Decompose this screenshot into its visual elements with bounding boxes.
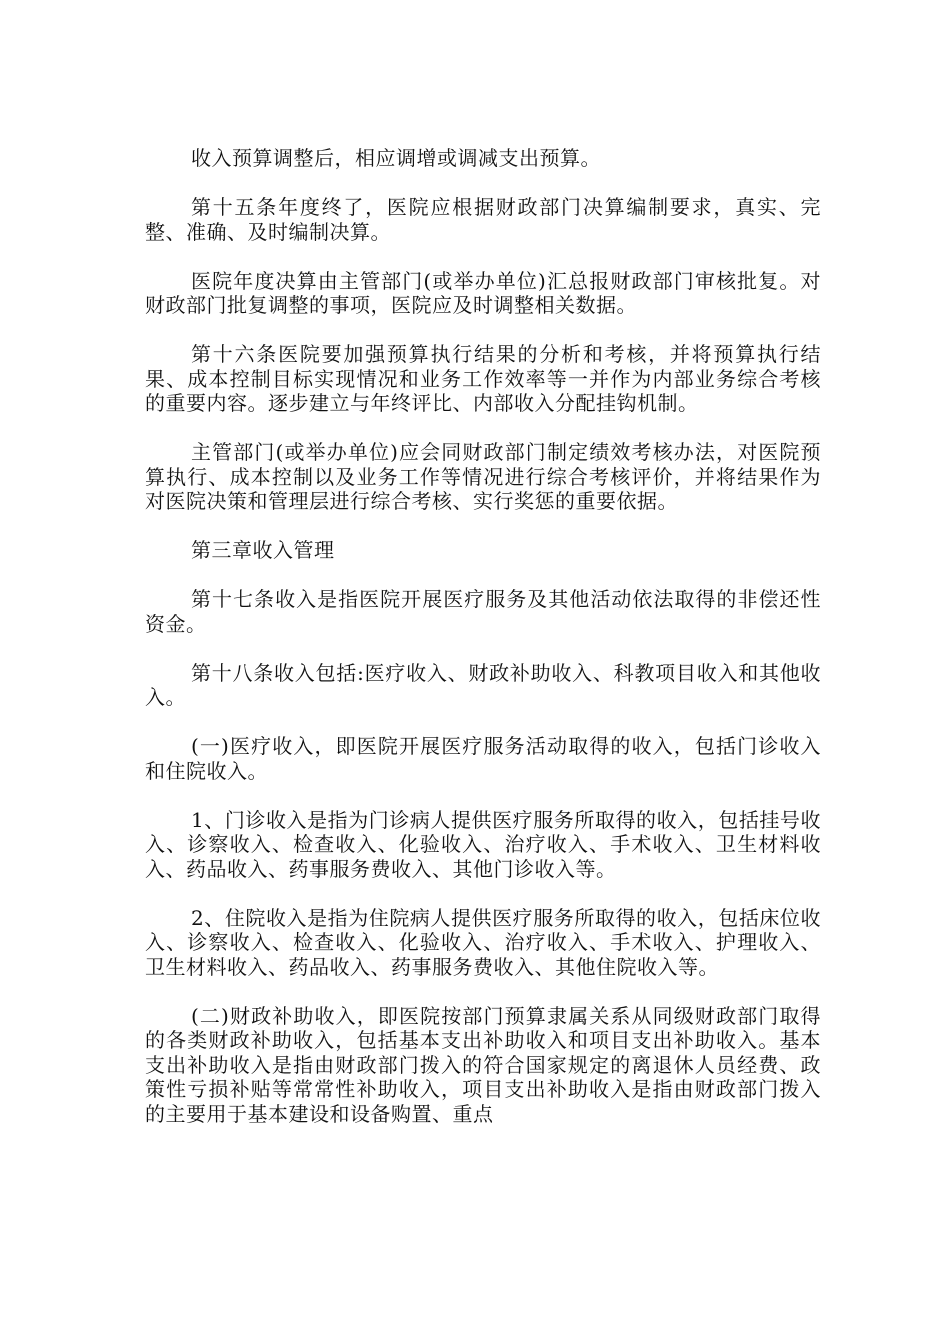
- paragraph-article-16: 第十六条医院要加强预算执行结果的分析和考核，并将预算执行结果、成本控制目标实现情况和业务工作效率等一并作为内部业务综合考核的重要内容。逐步建立与年终评比、内部收入分配挂钩机制。: [145, 342, 821, 415]
- paragraph-annual-final-accounts: 医院年度决算由主管部门(或举办单位)汇总报财政部门审核批复。对财政部门批复调整的事项，医院应及时调整相关数据。: [145, 268, 821, 317]
- paragraph-article-17: 第十七条收入是指医院开展医疗服务及其他活动依法取得的非偿还性资金。: [145, 587, 821, 636]
- paragraph-performance-assessment: 主管部门(或举办单位)应会同财政部门制定绩效考核办法，对医院预算执行、成本控制以及业务工作等情况进行综合考核评价，并将结果作为对医院决策和管理层进行综合考核、实行奖惩的重要依据。: [145, 440, 821, 513]
- paragraph-medical-income: (一)医疗收入，即医院开展医疗服务活动取得的收入，包括门诊收入和住院收入。: [145, 734, 821, 783]
- paragraph-outpatient-income: 1、门诊收入是指为门诊病人提供医疗服务所取得的收入，包括挂号收入、诊察收入、检查收入、化验收入、治疗收入、手术收入、卫生材料收入、药品收入、药事服务费收入、其他门诊收入等。: [145, 807, 821, 881]
- paragraph-article-18: 第十八条收入包括:医疗收入、财政补助收入、科教项目收入和其他收入。: [145, 660, 821, 709]
- document-body: [145, 146, 821, 1151]
- paragraph-inpatient-income: 2、住院收入是指为住院病人提供医疗服务所取得的收入，包括床位收入、诊察收入、检查收入、化验收入、治疗收入、手术收入、护理收入、卫生材料收入、药品收入、药事服务费收入、其他住院收入等。: [145, 905, 821, 979]
- chapter-heading-income-management: 第三章收入管理: [191, 538, 335, 562]
- paragraph-fiscal-subsidy-income: (二)财政补助收入，即医院按部门预算隶属关系从同级财政部门取得的各类财政补助收入，包括基本支出补助收入和项目支出补助收入。基本支出补助收入是指由财政部门拨入的符合国家规定的离退休人员经费、政策性亏损补贴等常常性补助收入，项目支出补助收入是指由财政部门拨入的主要用于基本建设和设备购置、重点: [145, 1003, 821, 1126]
- paragraph-budget-adjustment: 收入预算调整后，相应调增或调减支出预算。: [191, 146, 601, 170]
- paragraph-article-15: 第十五条年度终了，医院应根据财政部门决算编制要求，真实、完整、准确、及时编制决算。: [145, 195, 821, 244]
